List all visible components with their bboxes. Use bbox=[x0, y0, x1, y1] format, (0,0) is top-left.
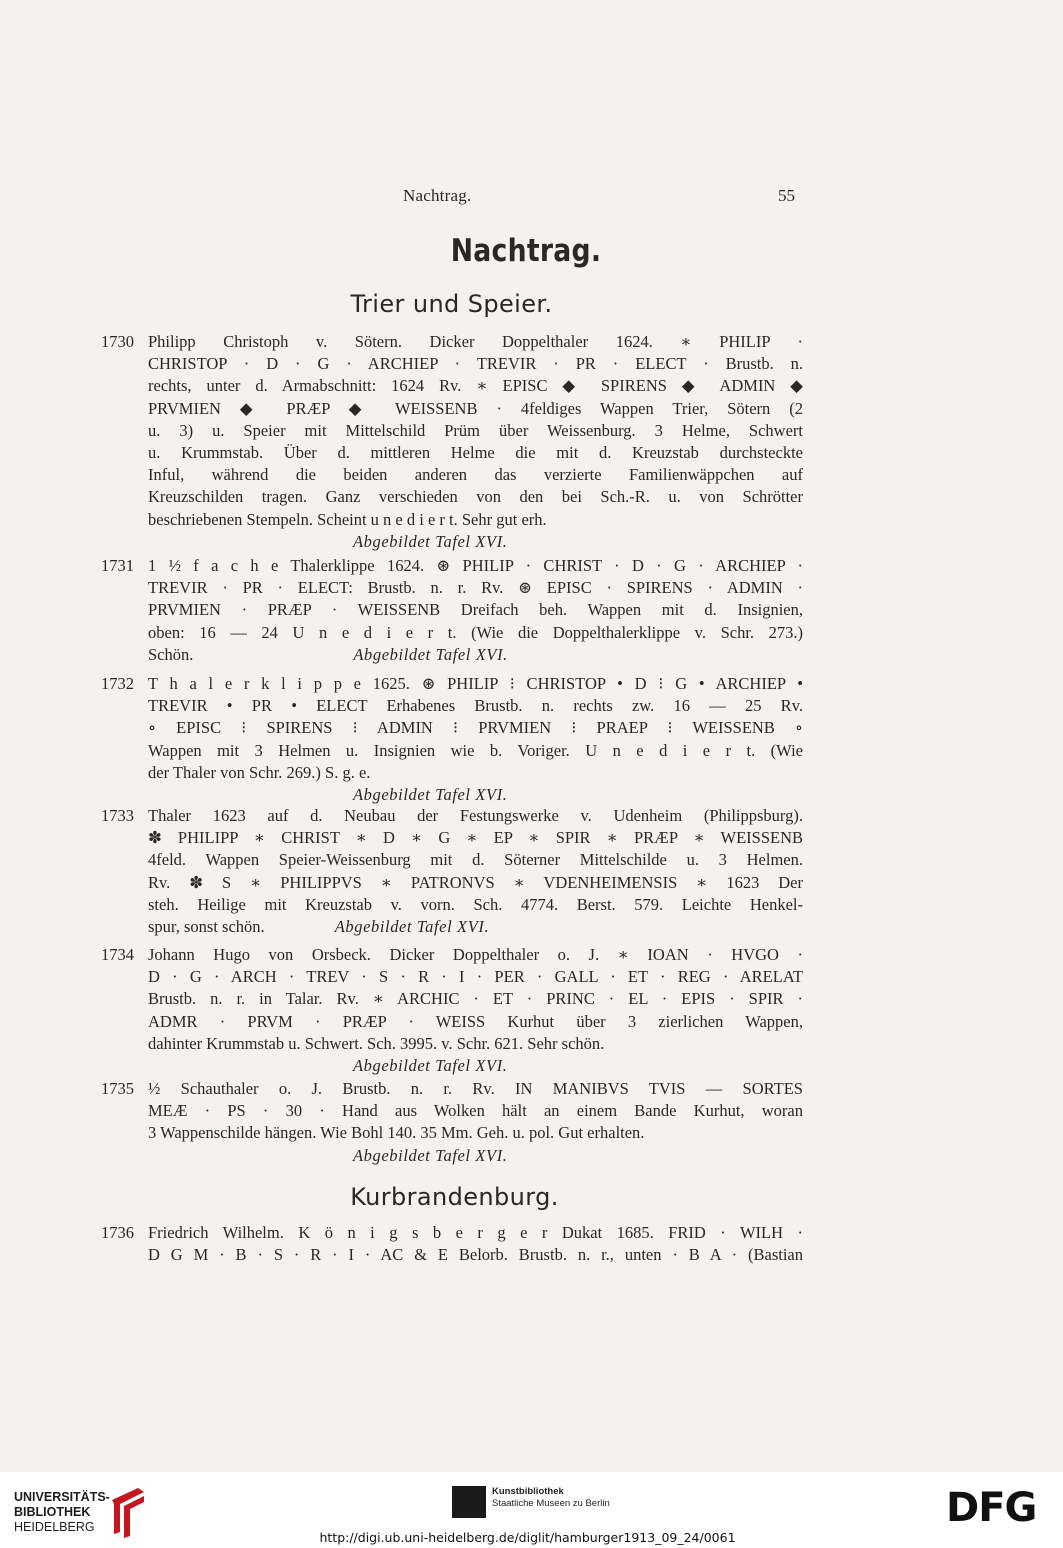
entry-line: ½ Schauthaler o. J. Brustb. n. r. Rv. IN MANIBVS TVIS — SORTES bbox=[148, 1079, 803, 1098]
entry-line: CHRISTOP · D · G · ARCHIEP · TREVIR · PR · ELECT · Brustb. n. bbox=[148, 354, 803, 374]
entry-line: D G M · B · S · R · I · AC & E Belorb. Brustb. n. r., unten · B A · (Bastian bbox=[148, 1245, 803, 1265]
kunstbibliothek-mark-icon bbox=[452, 1486, 486, 1518]
illustration-reference: Abgebildet Tafel XVI. bbox=[334, 917, 490, 937]
illustration-reference: Abgebildet Tafel XVI. bbox=[353, 1145, 508, 1165]
entry-text bbox=[148, 331, 803, 553]
university-library-logo[interactable] bbox=[14, 1490, 110, 1535]
illustration-reference: Abgebildet Tafel XVI. bbox=[353, 644, 508, 664]
illustration-reference: Abgebildet Tafel XVI. bbox=[353, 531, 508, 551]
page-number: 55 bbox=[778, 186, 795, 205]
running-head: Nachtrag. bbox=[403, 186, 472, 205]
permalink-url[interactable]: http://digi.ub.uni-heidelberg.de/diglit/hamburger1913_09_24/0061 bbox=[319, 1530, 736, 1545]
page-title: Nachtrag. bbox=[450, 233, 602, 269]
dfg-logo[interactable]: DFG bbox=[946, 1485, 1037, 1531]
entry-line: Thaler 1623 auf d. Neubau der Festungswerke v. Udenheim (Philippsburg). bbox=[148, 806, 803, 825]
entry-line: u. Krummstab. Über d. mittleren Helme die mit d. Kreuzstab durchsteckte bbox=[148, 443, 803, 463]
entry-text bbox=[148, 1222, 803, 1266]
entry-number: 1735 bbox=[101, 1079, 134, 1098]
entry-line: beschriebenen Stempeln. Scheint u n e d i e r t. Sehr gut erh. bbox=[148, 509, 547, 529]
entry-line: PRVMIEN · PRÆP · WEISSENB Dreifach beh. Wappen mit d. Insignien, bbox=[148, 600, 803, 620]
entry-line: Kreuzschilden tragen. Ganz verschieden von den bei Sch.-R. u. von Schrötter bbox=[148, 487, 803, 507]
entry-number: 1734 bbox=[101, 945, 134, 964]
logo-line: HEIDELBERG bbox=[14, 1520, 95, 1534]
entry-text bbox=[148, 555, 803, 666]
entry-line: dahinter Krummstab u. Schwert. Sch. 3995. v. Schr. 621. Sehr schön. bbox=[148, 1033, 605, 1053]
entry-line: Rv. ✽ S ∗ PHILIPPVS ∗ PATRONVS ∗ VDENHEIMENSIS ∗ 1623 Der bbox=[148, 872, 803, 892]
logo-line: Kunstbibliothek bbox=[492, 1486, 564, 1497]
entry-line: TREVIR · PR · ELECT: Brustb. n. r. Rv. ⊛ EPISC · SPIRENS · ADMIN · bbox=[148, 578, 803, 598]
entry-line: Friedrich Wilhelm. K ö n i g s b e r g e r Dukat 1685. FRID · WILH · bbox=[148, 1223, 803, 1242]
entry-line: ADMR · PRVM · PRÆP · WEISS Kurhut über 3 zierlichen Wappen, bbox=[148, 1011, 803, 1031]
entry-line: Johann Hugo von Orsbeck. Dicker Doppelthaler o. J. ∗ IOAN · HVGO · bbox=[148, 945, 803, 964]
entry-line: Inful, während die beiden anderen das verzierte Familienwäppchen auf bbox=[148, 465, 803, 485]
entry-text bbox=[148, 944, 803, 1077]
logo-line: Staatliche Museen zu Berlin bbox=[492, 1498, 610, 1509]
entry-text bbox=[148, 805, 803, 938]
entry-line: Wappen mit 3 Helmen u. Insignien wie b. Voriger. U n e d i e r t. (Wie bbox=[148, 740, 803, 760]
entry-line: D · G · ARCH · TREV · S · R · I · PER · GALL · ET · REG · ARELAT bbox=[148, 967, 803, 987]
section-title-trier-speier: Trier und Speier. bbox=[350, 290, 553, 318]
entry-number: 1733 bbox=[101, 806, 134, 825]
kunstbibliothek-text bbox=[492, 1486, 610, 1510]
entry-line: ✽ PHILIPP ∗ CHRIST ∗ D ∗ G ∗ EP ∗ SPIR ∗ PRÆP ∗ WEISSENB bbox=[148, 828, 803, 848]
entry-line: ∘ EPISC ⁝ SPIRENS ⁝ ADMIN ⁝ PRVMIEN ⁝ PRAEP ⁝ WEISSENB ∘ bbox=[148, 718, 803, 738]
entry-line: T h a l e r k l i p p e 1625. ⊛ PHILIP ⁝ CHRISTOP • D ⁝ G • ARCHIEP • bbox=[148, 674, 803, 693]
entry-line: steh. Heilige mit Kreuzstab v. vorn. Sch. 4774. Berst. 579. Leichte Henkel- bbox=[148, 894, 803, 914]
entry-number: 1731 bbox=[101, 556, 134, 575]
digitization-footer bbox=[0, 1472, 1063, 1548]
entry-line: rechts, unter d. Armabschnitt: 1624 Rv. ∗ EPISC ◆ SPIRENS ◆ ADMIN ◆ bbox=[148, 376, 803, 396]
entry-line: Brustb. n. r. in Talar. Rv. ∗ ARCHIC · ET · PRINC · EL · EPIS · SPIR · bbox=[148, 989, 803, 1009]
entry-line: u. 3) u. Speier mit Mittelschild Prüm über Weissenburg. 3 Helme, Schwert bbox=[148, 420, 803, 440]
entry-line: 3 Wappenschilde hängen. Wie Bohl 140. 35 Mm. Geh. u. pol. Gut erhalten. bbox=[148, 1123, 645, 1143]
entry-line: 1 ½ f a c h e Thalerklippe 1624. ⊛ PHILIP · CHRIST · D · G · ARCHIEP · bbox=[148, 556, 803, 575]
entry-number: 1732 bbox=[101, 674, 134, 693]
illustration-reference: Abgebildet Tafel XVI. bbox=[353, 785, 508, 805]
entry-line: TREVIR • PR • ELECT Erhabenes Brustb. n. rechts zw. 16 — 25 Rv. bbox=[148, 696, 803, 716]
entry-text bbox=[148, 1078, 803, 1167]
logo-line: BIBLIOTHEK bbox=[14, 1505, 91, 1519]
entry-number: 1730 bbox=[101, 332, 134, 351]
entry-line: PRVMIEN ◆ PRÆP ◆ WEISSENB · 4feldiges Wappen Trier, Sötern (2 bbox=[148, 398, 803, 418]
entry-line: Schön. bbox=[148, 644, 194, 664]
entry-number: 1736 bbox=[101, 1223, 134, 1242]
section-title-kurbrandenburg: Kurbrandenburg. bbox=[350, 1183, 559, 1211]
entry-line: 4feld. Wappen Speier-Weissenburg mit d. Söterner Mittelschilde u. 3 Helmen. bbox=[148, 850, 803, 870]
entry-line: Philipp Christoph v. Sötern. Dicker Doppelthaler 1624. ∗ PHILIP · bbox=[148, 332, 803, 351]
entry-line: MEÆ · PS · 30 · Hand aus Wolken hält an einem Bande Kurhut, woran bbox=[148, 1101, 803, 1121]
entry-line: der Thaler von Schr. 269.) S. g. e. bbox=[148, 762, 371, 782]
logo-line: UNIVERSITÄTS- bbox=[14, 1490, 110, 1504]
entry-line: oben: 16 — 24 U n e d i e r t. (Wie die Doppelthalerklippe v. Schr. 273.) bbox=[148, 622, 803, 642]
illustration-reference: Abgebildet Tafel XVI. bbox=[353, 1056, 508, 1076]
entry-line: spur, sonst schön. bbox=[148, 917, 265, 937]
entry-text bbox=[148, 673, 803, 806]
